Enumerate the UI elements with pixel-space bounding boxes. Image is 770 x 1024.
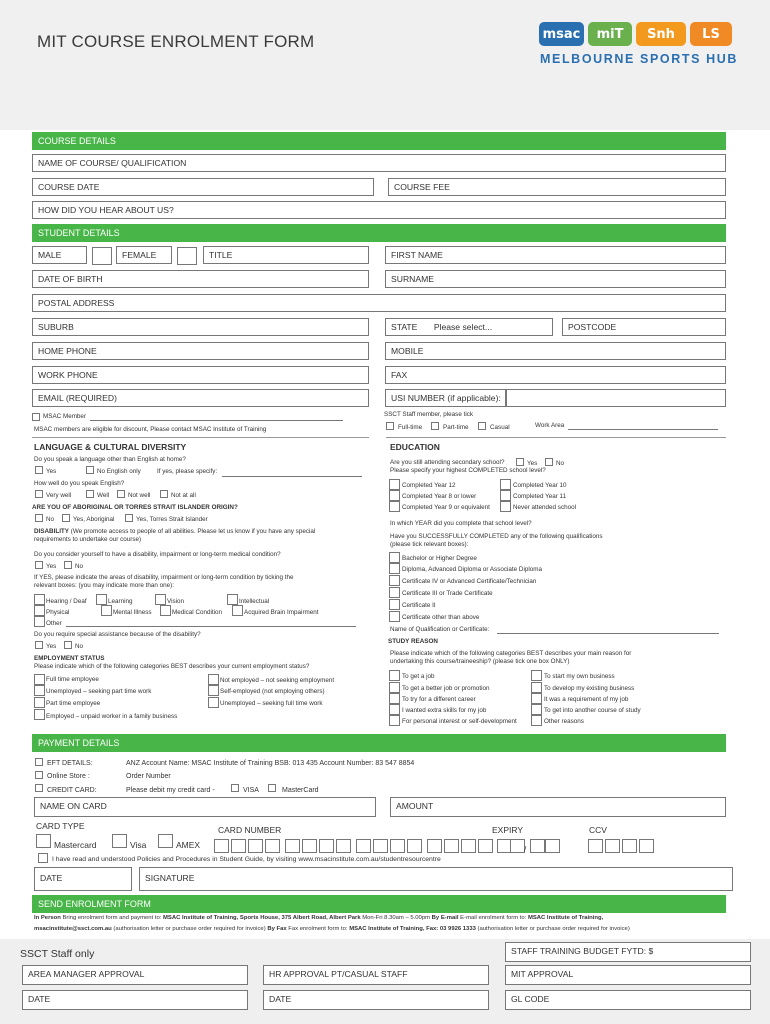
agree-checkbox[interactable]	[38, 853, 48, 863]
diploma-checkbox[interactable]	[389, 563, 400, 574]
hear-about-field[interactable]: HOW DID YOU HEAR ABOUT US?	[32, 201, 726, 219]
card-digit-11[interactable]	[390, 839, 405, 853]
bachelor-label: Bachelor or Higher Degree	[402, 555, 477, 562]
name-on-card-field[interactable]: NAME ON CARD	[34, 797, 376, 817]
secondary-yes-checkbox[interactable]	[516, 458, 524, 466]
cert-other-checkbox[interactable]	[389, 611, 400, 622]
cert4-checkbox[interactable]	[389, 575, 400, 586]
personal-label: For personal interest or self-development	[402, 718, 517, 725]
in-person-address: MSAC Institute of Training, Sports House, 375 Albert Road, Albert Park	[163, 915, 361, 921]
cert3-checkbox[interactable]	[389, 587, 400, 598]
lang-yes-checkbox[interactable]	[35, 466, 43, 474]
msac-member-label: MSAC Member	[43, 413, 87, 420]
email-field[interactable]: EMAIL (REQUIRED)	[32, 389, 369, 407]
well-label: Well	[97, 492, 110, 499]
expiry-label: EXPIRY	[492, 825, 524, 835]
employment-question: Please indicate which of the following categories BEST describes your current employment status?	[34, 663, 310, 670]
fax-field[interactable]: FAX	[385, 366, 726, 384]
ccv-digit-4[interactable]	[639, 839, 654, 853]
snh-logo: Snh	[636, 22, 686, 46]
bachelor-checkbox[interactable]	[389, 552, 400, 563]
postal-address-field[interactable]: POSTAL ADDRESS	[32, 294, 726, 312]
y8-label: Completed Year 8 or lower	[402, 493, 477, 500]
send-line-1	[34, 914, 603, 922]
vision-label: Vision	[167, 598, 185, 605]
disability-q5a: If YES, please indicate the areas of disability, impairment or long-term condition by ticking the	[34, 574, 294, 581]
visa-pay-checkbox[interactable]	[231, 784, 239, 792]
home-phone-field[interactable]: HOME PHONE	[32, 342, 369, 360]
physical-checkbox[interactable]	[34, 605, 45, 616]
mit-logo: miT	[588, 22, 632, 46]
course-name-field[interactable]: NAME OF COURSE/ QUALIFICATION	[32, 154, 726, 172]
card-digit-15[interactable]	[461, 839, 476, 853]
other-disability-checkbox[interactable]	[34, 616, 45, 627]
mastercard-pay-label: MasterCard	[282, 787, 319, 794]
requirement-checkbox[interactable]	[531, 693, 542, 704]
amex-type-checkbox[interactable]	[158, 834, 173, 848]
casual-checkbox[interactable]	[478, 422, 486, 430]
msac-member-checkbox[interactable]	[32, 413, 40, 421]
postcode-field[interactable]: POSTCODE	[562, 318, 726, 336]
state-field[interactable]	[385, 318, 553, 336]
career-label: To try for a different career	[402, 696, 476, 703]
credit-card-label: CREDIT CARD:	[47, 787, 97, 794]
assist-no-label: No	[75, 643, 84, 650]
secondary-yes-label: Yes	[527, 460, 538, 467]
y10-label: Completed Year 10	[513, 482, 567, 489]
email-address[interactable]: msacinstitute@ssct.com.au	[34, 926, 112, 932]
better-job-label: To get a better job or promotion	[402, 685, 490, 692]
torres-yes-label: Yes, Torres Strait Islander	[136, 516, 208, 523]
qual-name-label: Name of Qualification or Certificate:	[390, 626, 490, 633]
casual-label: Casual	[490, 424, 510, 431]
lang-if-yes: If yes, please specify:	[157, 468, 218, 475]
edu-q3: In which YEAR did you complete that school level?	[390, 520, 532, 527]
usi-input[interactable]	[506, 389, 726, 407]
signature-field[interactable]: SIGNATURE	[139, 867, 733, 891]
order-number-label: Order Number	[126, 773, 171, 780]
disability-no-checkbox[interactable]	[64, 561, 72, 569]
fulltime-label: Full-time	[398, 424, 423, 431]
full-time-label: Full time employee	[46, 676, 99, 683]
card-digit-5[interactable]	[285, 839, 300, 853]
expiry-year-2[interactable]	[545, 839, 560, 853]
aboriginal-no-label: No	[46, 516, 55, 523]
send-heading: SEND ENROLMENT FORM	[32, 895, 726, 913]
disability-q5b: relevant boxes: (you may indicate more than one):	[34, 582, 175, 589]
unemployed-part-label: Unemployed – seeking part time work	[46, 688, 152, 695]
torres-yes-checkbox[interactable]	[125, 514, 133, 522]
y11-label: Completed Year 11	[513, 493, 567, 500]
further-study-label: To get into another course of study	[544, 707, 641, 714]
own-business-checkbox[interactable]	[531, 670, 542, 681]
personal-checkbox[interactable]	[389, 715, 400, 726]
self-employed-label: Self-employed (not employing others)	[220, 688, 325, 695]
course-date-field[interactable]: COURSE DATE	[32, 178, 374, 196]
in-person-label: In Person	[34, 915, 61, 921]
disability-note: (We promote access to people of all abilities. Please let us know if you have any special	[70, 528, 316, 535]
credit-card-checkbox[interactable]	[35, 784, 43, 792]
assist-yes-label: Yes	[46, 643, 57, 650]
visa-pay-label: VISA	[243, 787, 259, 794]
intellectual-label: Intellectual	[239, 598, 270, 605]
get-job-label: To get a job	[402, 673, 435, 680]
expiry-slash: /	[524, 845, 527, 854]
surname-field[interactable]: SURNAME	[385, 270, 726, 288]
vision-checkbox[interactable]	[155, 594, 166, 605]
edu-q4b: (please tick relevant boxes):	[390, 541, 469, 548]
eft-detail: ANZ Account Name: MSAC Institute of Training BSB: 013 435 Account Number: 83 547 8854	[126, 760, 415, 767]
disability-yes-checkbox[interactable]	[35, 561, 43, 569]
part-time-label: Part time employee	[46, 700, 101, 707]
y9-label: Completed Year 9 or equivalent	[402, 504, 490, 511]
card-digit-12[interactable]	[407, 839, 422, 853]
disability-heading: DISABILITY	[34, 528, 69, 535]
mastercard-pay-checkbox[interactable]	[268, 784, 276, 792]
not-well-label: Not well	[128, 492, 151, 499]
card-digit-3[interactable]	[248, 839, 263, 853]
card-digit-7[interactable]	[319, 839, 334, 853]
female-checkbox[interactable]	[177, 247, 197, 265]
secondary-no-checkbox[interactable]	[545, 458, 553, 466]
lang-specify-line[interactable]	[222, 476, 362, 477]
never-checkbox[interactable]	[500, 501, 511, 512]
ccv-digit-2[interactable]	[605, 839, 620, 853]
learning-label: Learning	[108, 598, 133, 605]
unemployed-full-checkbox[interactable]	[208, 697, 219, 708]
unpaid-checkbox[interactable]	[34, 709, 45, 720]
y9-checkbox[interactable]	[389, 501, 400, 512]
assist-no-checkbox[interactable]	[64, 641, 72, 649]
mit-approval-field[interactable]: MIT APPROVAL	[505, 965, 751, 985]
hearing-checkbox[interactable]	[34, 594, 45, 605]
never-label: Never attended school	[513, 504, 577, 511]
own-business-label: To start my own business	[544, 673, 615, 680]
send-line-2	[34, 925, 630, 933]
card-digit-2[interactable]	[231, 839, 246, 853]
card-type-label: CARD TYPE	[36, 821, 85, 831]
edu-top-rule	[386, 437, 726, 438]
skills-checkbox[interactable]	[389, 704, 400, 715]
course-fee-field[interactable]: COURSE FEE	[388, 178, 726, 196]
suburb-field[interactable]: SUBURB	[32, 318, 369, 336]
msac-note: MSAC members are eligible for discount, Please contact MSAC Institute of Training	[34, 426, 267, 433]
ccv-digit-3[interactable]	[622, 839, 637, 853]
unpaid-label: Employed – unpaid worker in a family business	[46, 713, 178, 720]
email-method-label: By E-mail	[431, 915, 459, 921]
not-at-all-label: Not at all	[171, 492, 196, 499]
fax-method-label: By Fax	[267, 926, 287, 932]
career-checkbox[interactable]	[389, 693, 400, 704]
student-details-heading: STUDENT DETAILS	[32, 224, 726, 242]
well-checkbox[interactable]	[86, 490, 94, 498]
expiry-year-1[interactable]	[530, 839, 545, 853]
lang-q2: How well do you speak English?	[34, 480, 125, 487]
language-heading: LANGUAGE & CULTURAL DIVERSITY	[34, 442, 187, 452]
area-date-field[interactable]: DATE	[22, 990, 248, 1010]
card-digit-1[interactable]	[214, 839, 229, 853]
disability-text-2: requirements to undertake our course)	[34, 536, 142, 543]
email-invoice-note: (authorisation letter or purchase order required for invoice)	[113, 926, 266, 932]
online-label: Online Store :	[47, 773, 90, 780]
lang-yes-label: Yes	[46, 468, 57, 475]
agree-label: I have read and understood Policies and Procedures in Student Guide, by visiting www.msacinstitute.com.au/studentresourcentre	[52, 856, 441, 863]
mobile-field[interactable]: MOBILE	[385, 342, 726, 360]
course-details-heading: COURSE DETAILS	[32, 132, 726, 150]
first-name-field[interactable]: FIRST NAME	[385, 246, 726, 264]
cert3-label: Certificate III or Trade Certificate	[402, 590, 493, 597]
intellectual-checkbox[interactable]	[227, 594, 238, 605]
disability-text-1	[34, 528, 315, 536]
state-label: STATE	[391, 322, 418, 332]
study-heading: STUDY REASON	[388, 638, 438, 645]
cert2-label: Certificate II	[402, 602, 436, 609]
y11-checkbox[interactable]	[500, 490, 511, 501]
eft-label: EFT DETAILS:	[47, 760, 93, 767]
further-study-checkbox[interactable]	[531, 704, 542, 715]
hr-approval-field[interactable]: HR APPROVAL PT/CASUAL STAFF	[263, 965, 489, 985]
disability-yes-label: Yes	[46, 563, 57, 570]
amount-field[interactable]: AMOUNT	[390, 797, 726, 817]
learning-checkbox[interactable]	[96, 594, 107, 605]
fax-method-text: Fax enrolment form to:	[288, 926, 348, 932]
hub-name: MELBOURNE SPORTS HUB	[540, 52, 738, 66]
not-employed-checkbox[interactable]	[208, 674, 219, 685]
qual-name-line[interactable]	[497, 633, 719, 634]
card-digit-6[interactable]	[302, 839, 317, 853]
y12-checkbox[interactable]	[389, 479, 400, 490]
lang-q1: Do you speak a language other than English at home?	[34, 456, 186, 463]
ssct-member-label: SSCT Staff member, please tick	[384, 411, 474, 418]
study-q1: Please indicate which of the following categories BEST describes your main reason for	[390, 650, 632, 657]
amex-type-label: AMEX	[176, 840, 201, 850]
usi-field[interactable]: USI NUMBER (if applicable):	[385, 389, 506, 407]
state-select[interactable]: Please select...	[433, 322, 493, 332]
male-label: MALE	[32, 246, 87, 264]
work-phone-field[interactable]: WORK PHONE	[32, 366, 369, 384]
budget-field[interactable]: STAFF TRAINING BUDGET FYTD: $	[505, 942, 751, 962]
better-job-checkbox[interactable]	[389, 682, 400, 693]
y10-checkbox[interactable]	[500, 479, 511, 490]
part-time-checkbox[interactable]	[34, 697, 45, 708]
card-number-label: CARD NUMBER	[218, 825, 282, 835]
aboriginal-yes-checkbox[interactable]	[62, 514, 70, 522]
other-reasons-checkbox[interactable]	[531, 715, 542, 726]
brain-checkbox[interactable]	[232, 605, 243, 616]
work-area-line[interactable]	[568, 429, 718, 430]
medical-checkbox[interactable]	[160, 605, 171, 616]
in-person-text: Bring enrolment form and payment to:	[62, 915, 162, 921]
visa-type-label: Visa	[130, 840, 147, 850]
study-q2: undertaking this course/traineeship? (please tick one box ONLY)	[390, 658, 570, 665]
unemployed-full-label: Unemployed – seeking full time work	[220, 700, 323, 707]
male-checkbox[interactable]	[92, 247, 112, 265]
diploma-label: Diploma, Advanced Diploma or Associate Diploma	[402, 566, 542, 573]
email-method-institute: MSAC Institute of Training,	[527, 915, 604, 921]
skills-label: I wanted extra skills for my job	[402, 707, 487, 714]
female-label: FEMALE	[116, 246, 172, 264]
parttime-checkbox[interactable]	[431, 422, 439, 430]
cert4-label: Certificate IV or Advanced Certificate/Technician	[402, 578, 537, 585]
card-digit-9[interactable]	[356, 839, 371, 853]
physical-label: Physical	[46, 609, 70, 616]
area-manager-field[interactable]: AREA MANAGER APPROVAL	[22, 965, 248, 985]
unemployed-part-checkbox[interactable]	[34, 685, 45, 696]
msac-member-line	[90, 420, 343, 421]
full-time-checkbox[interactable]	[34, 674, 45, 685]
other-disability-label: Other	[46, 620, 62, 627]
other-disability-line[interactable]	[66, 626, 356, 627]
parttime-label: Part-time	[443, 424, 469, 431]
edu-q4a: Have you SUCCESSFULLY COMPLETED any of the following qualifications	[390, 533, 603, 540]
education-heading: EDUCATION	[390, 442, 440, 452]
lang-no-label: No English only	[97, 468, 141, 475]
ccv-label: CCV	[589, 825, 607, 835]
expiry-month-2[interactable]	[510, 839, 525, 853]
disability-q6: Do you require special assistance because of the disability?	[34, 631, 201, 638]
medical-label: Medical Condition	[172, 609, 223, 616]
not-well-checkbox[interactable]	[117, 490, 125, 498]
hearing-label: Hearing / Deaf	[46, 598, 87, 605]
aboriginal-yes-label: Yes, Aboriginal	[73, 516, 115, 523]
brain-label: Acquired Brain Impairment	[244, 609, 319, 616]
hr-date-field[interactable]: DATE	[263, 990, 489, 1010]
edu-q1: Are you still attending secondary school?	[390, 459, 505, 466]
y12-label: Completed Year 12	[402, 482, 456, 489]
fax-invoice-note: (authorisation letter or purchase order required for invoice)	[477, 926, 630, 932]
aboriginal-no-checkbox[interactable]	[35, 514, 43, 522]
self-employed-checkbox[interactable]	[208, 685, 219, 696]
ssct-staff-only-title: SSCT Staff only	[20, 948, 95, 960]
card-digit-10[interactable]	[373, 839, 388, 853]
card-digit-16[interactable]	[478, 839, 493, 853]
cert-other-label: Certificate other than above	[402, 614, 480, 621]
cert2-checkbox[interactable]	[389, 599, 400, 610]
card-digit-8[interactable]	[336, 839, 351, 853]
payment-heading: PAYMENT DETAILS	[32, 734, 726, 752]
in-person-hours: Mon-Fri 8.30am – 5.00pm	[362, 915, 431, 921]
email-method-text: E-mail enrolment form to:	[460, 915, 527, 921]
visa-type-checkbox[interactable]	[112, 834, 127, 848]
other-reasons-label: Other reasons	[544, 718, 584, 725]
fulltime-checkbox[interactable]	[386, 422, 394, 430]
ls-logo: LS	[690, 22, 732, 46]
fax-method-number: MSAC Institute of Training, Fax: 03 9926 1333	[349, 926, 476, 932]
develop-business-label: To develop my existing business	[544, 685, 635, 692]
develop-business-checkbox[interactable]	[531, 682, 542, 693]
lang-top-rule	[32, 437, 369, 438]
card-digit-13[interactable]	[427, 839, 442, 853]
very-well-label: Very well	[46, 492, 72, 499]
mental-label: Mental Illness	[113, 609, 152, 616]
form-title: MIT COURSE ENROLMENT FORM	[37, 32, 315, 51]
ccv-digit-1[interactable]	[588, 839, 603, 853]
card-digit-14[interactable]	[444, 839, 459, 853]
gl-code-field[interactable]: GL CODE	[505, 990, 751, 1010]
disability-q4: Do you consider yourself to have a disability, impairment or long-term medical condition?	[34, 551, 281, 558]
edu-q2: Please specify your highest COMPLETED school level?	[390, 467, 546, 474]
mastercard-type-checkbox[interactable]	[36, 834, 51, 848]
very-well-checkbox[interactable]	[35, 490, 43, 498]
dob-field[interactable]: DATE OF BIRTH	[32, 270, 369, 288]
card-digit-4[interactable]	[265, 839, 280, 853]
lang-no-checkbox[interactable]	[86, 466, 94, 474]
employment-heading: EMPLOYMENT STATUS	[34, 655, 105, 662]
disability-no-label: No	[75, 563, 84, 570]
requirement-label: It was a requirement of my job	[544, 696, 629, 703]
not-employed-label: Not employed – not seeking employment	[220, 677, 335, 684]
aboriginal-question: ARE YOU OF ABORIGINAL OR TORRES STRAIT ISLANDER ORIGIN?	[32, 504, 238, 511]
y8-checkbox[interactable]	[389, 490, 400, 501]
online-checkbox[interactable]	[35, 771, 43, 779]
msac-logo: msac	[539, 22, 584, 46]
payment-date-field[interactable]: DATE	[34, 867, 132, 891]
not-at-all-checkbox[interactable]	[160, 490, 168, 498]
get-job-checkbox[interactable]	[389, 670, 400, 681]
title-field[interactable]: TITLE	[203, 246, 369, 264]
mastercard-type-label: Mastercard	[54, 840, 97, 850]
eft-checkbox[interactable]	[35, 758, 43, 766]
mental-checkbox[interactable]	[101, 605, 112, 616]
secondary-no-label: No	[556, 460, 565, 467]
debit-label: Please debit my credit card -	[126, 787, 215, 794]
assist-yes-checkbox[interactable]	[35, 641, 43, 649]
work-area-label: Work Area	[535, 422, 565, 429]
